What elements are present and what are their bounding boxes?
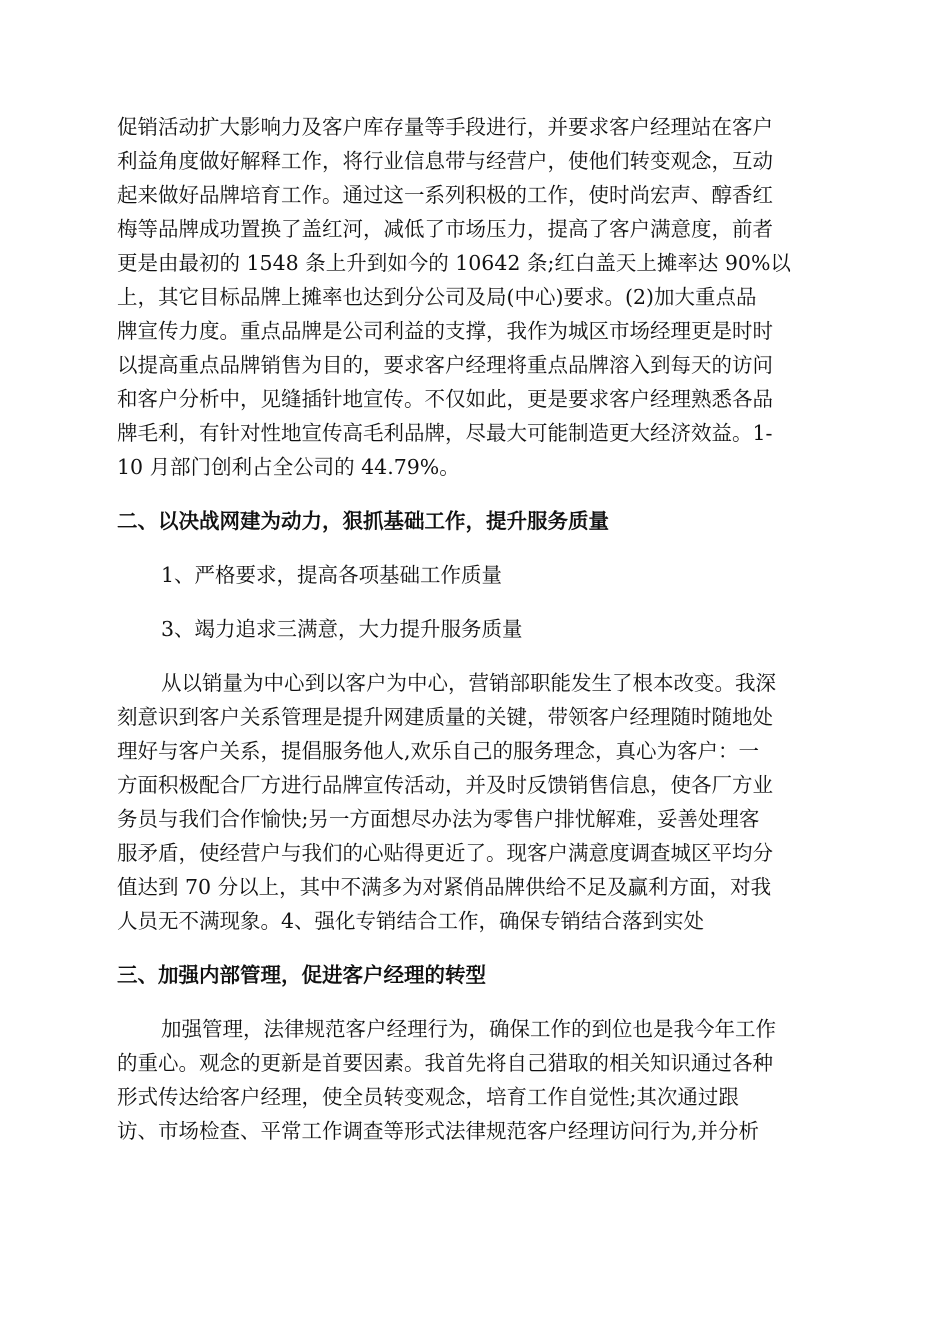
- text-line: 促销活动扩大影响力及客户库存量等手段进行，并要求客户经理站在客户: [117, 115, 773, 139]
- document-page: [117, 110, 835, 1148]
- paragraph-1: [117, 110, 835, 484]
- section-heading-2: 二、以决战网建为动力，狠抓基础工作，提升服务质量: [117, 509, 609, 533]
- text-line: 从以销量为中心到以客户为中心，营销部职能发生了根本改变。我深: [161, 671, 776, 695]
- text-line: 和客户分析中，见缝插针地宣传。不仅如此，更是要求客户经理熟悉各品: [117, 387, 773, 411]
- text-line: 的重心。观念的更新是首要因素。我首先将自己猎取的相关知识通过各种: [117, 1051, 773, 1075]
- text-line: 理好与客户关系，提倡服务他人,欢乐自己的服务理念，真心为客户：一: [117, 739, 760, 763]
- text-line: 以提高重点品牌销售为目的，要求客户经理将重点品牌溶入到每天的访问: [117, 353, 773, 377]
- paragraph-3: [117, 1012, 835, 1148]
- paragraph-2: [117, 666, 835, 938]
- text-line: 加强管理，法律规范客户经理行为，确保工作的到位也是我今年工作: [161, 1017, 776, 1041]
- text-line: 更是由最初的 1548 条上升到如今的 10642 条;红白盖天上摊率达 90%以: [117, 251, 791, 275]
- text-line: 服矛盾，使经营户与我们的心贴得更近了。现客户满意度调查城区平均分: [117, 841, 773, 865]
- text-line: 牌毛利，有针对性地宣传高毛利品牌，尽最大可能制造更大经济效益。1-: [117, 421, 773, 445]
- text-line: 务员与我们合作愉快;另一方面想尽办法为零售户排忧解难，妥善处理客: [117, 807, 760, 831]
- text-line: 访、市场检查、平常工作调查等形式法律规范客户经理访问行为,并分析: [117, 1119, 760, 1143]
- text-line: 值达到 70 分以上，其中不满多为对紧俏品牌供给不足及赢利方面，对我: [117, 875, 772, 899]
- text-line: 上，其它目标品牌上摊率也达到分公司及局(中心)要求。(2)加大重点品: [117, 285, 757, 309]
- section-heading-3: 三、加强内部管理，促进客户经理的转型: [117, 963, 486, 987]
- text-line: 人员无不满现象。4、强化专销结合工作，确保专销结合落到实处: [117, 909, 705, 933]
- text-line: 梅等品牌成功置换了盖红河，减低了市场压力，提高了客户满意度，前者: [117, 217, 773, 241]
- text-line: 方面积极配合厂方进行品牌宣传活动，并及时反馈销售信息，使各厂方业: [117, 773, 773, 797]
- text-line: 形式传达给客户经理，使全员转变观念，培育工作自觉性;其次通过跟: [117, 1085, 739, 1109]
- text-line: 牌宣传力度。重点品牌是公司利益的支撑，我作为城区市场经理更是时时: [117, 319, 773, 343]
- list-item-1: 1、严格要求，提高各项基础工作质量: [161, 563, 503, 587]
- text-line: 起来做好品牌培育工作。通过这一系列积极的工作，使时尚宏声、醇香红: [117, 183, 773, 207]
- text-line: 利益角度做好解释工作，将行业信息带与经营户，使他们转变观念，互动: [117, 149, 773, 173]
- list-item-3: 3、竭力追求三满意，大力提升服务质量: [161, 617, 523, 641]
- text-line: 刻意识到客户关系管理是提升网建质量的关键，带领客户经理随时随地处: [117, 705, 773, 729]
- text-line: 10 月部门创利占全公司的 44.79%。: [117, 455, 460, 479]
